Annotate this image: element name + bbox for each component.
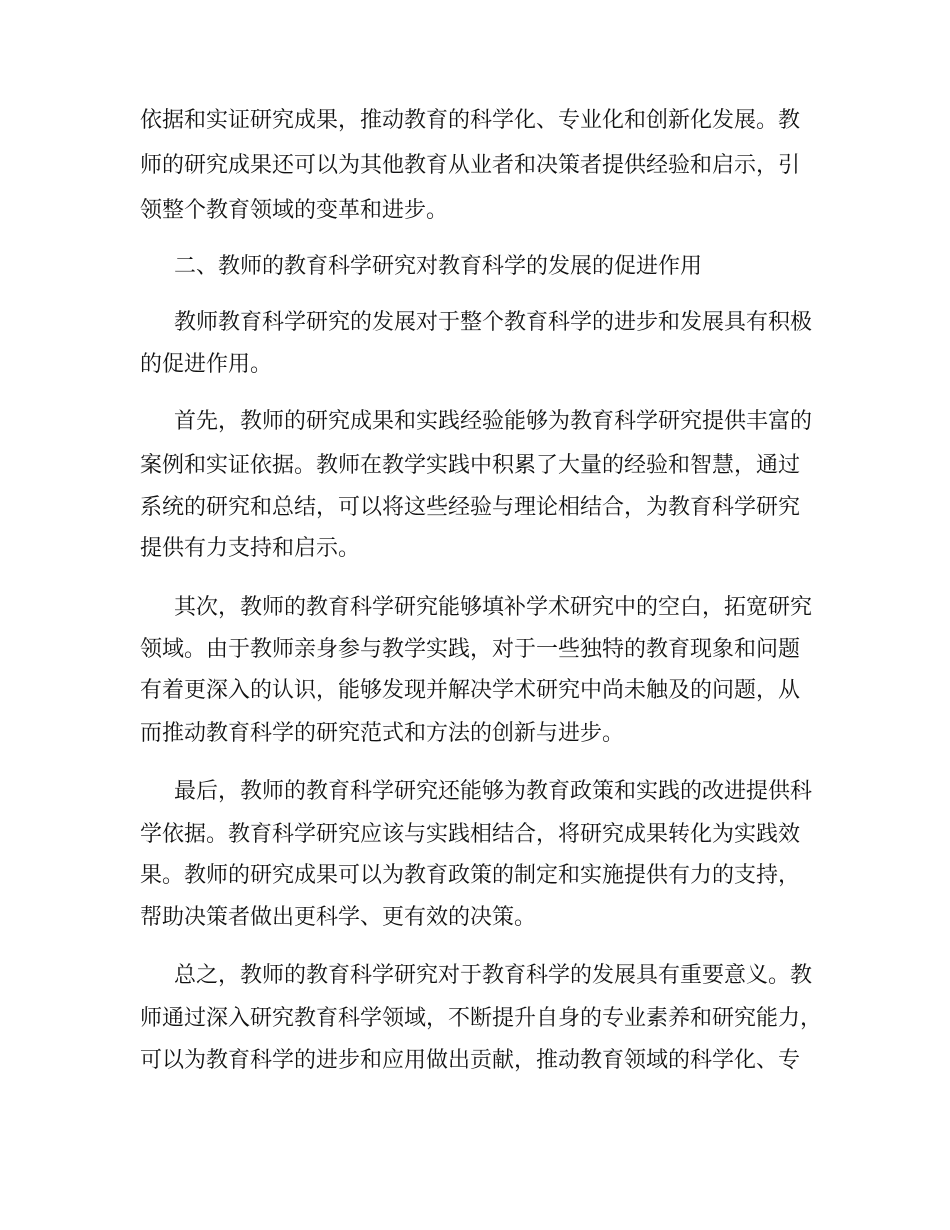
text-line: 教师教育科学研究的发展对于整个教育科学的进步和发展具有积极 <box>174 310 813 335</box>
text-line: 帮助决策者做出更科学、更有效的决策。 <box>140 905 537 930</box>
text-line: 而推动教育科学的研究范式和方法的创新与进步。 <box>140 721 625 746</box>
text-line: 领域。由于教师亲身参与教学实践，对于一些独特的教育现象和问题 <box>140 637 801 662</box>
text-line: 案例和实证依据。教师在教学实践中积累了大量的经验和智慧，通过 <box>140 453 801 478</box>
text-line: 领整个教育领域的变革和进步。 <box>140 198 449 223</box>
text-line: 学依据。教育科学研究应该与实践相结合，将研究成果转化为实践效 <box>140 822 801 847</box>
text-line: 果。教师的研究成果可以为教育政策的制定和实施提供有力的支持， <box>140 863 801 888</box>
text-line: 其次，教师的教育科学研究能够填补学术研究中的空白，拓宽研究 <box>174 595 813 620</box>
section-heading-text: 二、教师的教育科学研究对教育科学的发展的促进作用 <box>174 254 703 279</box>
text-line: 最后，教师的教育科学研究还能够为教育政策和实践的改进提供科 <box>174 779 813 804</box>
text-line: 师的研究成果还可以为其他教育从业者和决策者提供经验和启示，引 <box>140 153 801 178</box>
text-line: 提供有力支持和启示。 <box>140 536 361 561</box>
text-line: 有着更深入的认识，能够发现并解决学术研究中尚未触及的问题，从 <box>140 678 801 703</box>
text-line: 总之，教师的教育科学研究对于教育科学的发展具有重要意义。教 <box>174 963 813 988</box>
text-line: 可以为教育科学的进步和应用做出贡献，推动教育领域的科学化、专 <box>140 1048 801 1073</box>
text-line: 系统的研究和总结，可以将这些经验与理论相结合，为教育科学研究 <box>140 495 801 520</box>
text-line: 依据和实证研究成果，推动教育的科学化、专业化和创新化发展。教 <box>140 108 801 133</box>
text-line: 首先，教师的研究成果和实践经验能够为教育科学研究提供丰富的 <box>174 409 813 434</box>
text-line: 的促进作用。 <box>140 352 273 377</box>
text-line: 师通过深入研究教育科学领域，不断提升自身的专业素养和研究能力， <box>140 1006 823 1031</box>
